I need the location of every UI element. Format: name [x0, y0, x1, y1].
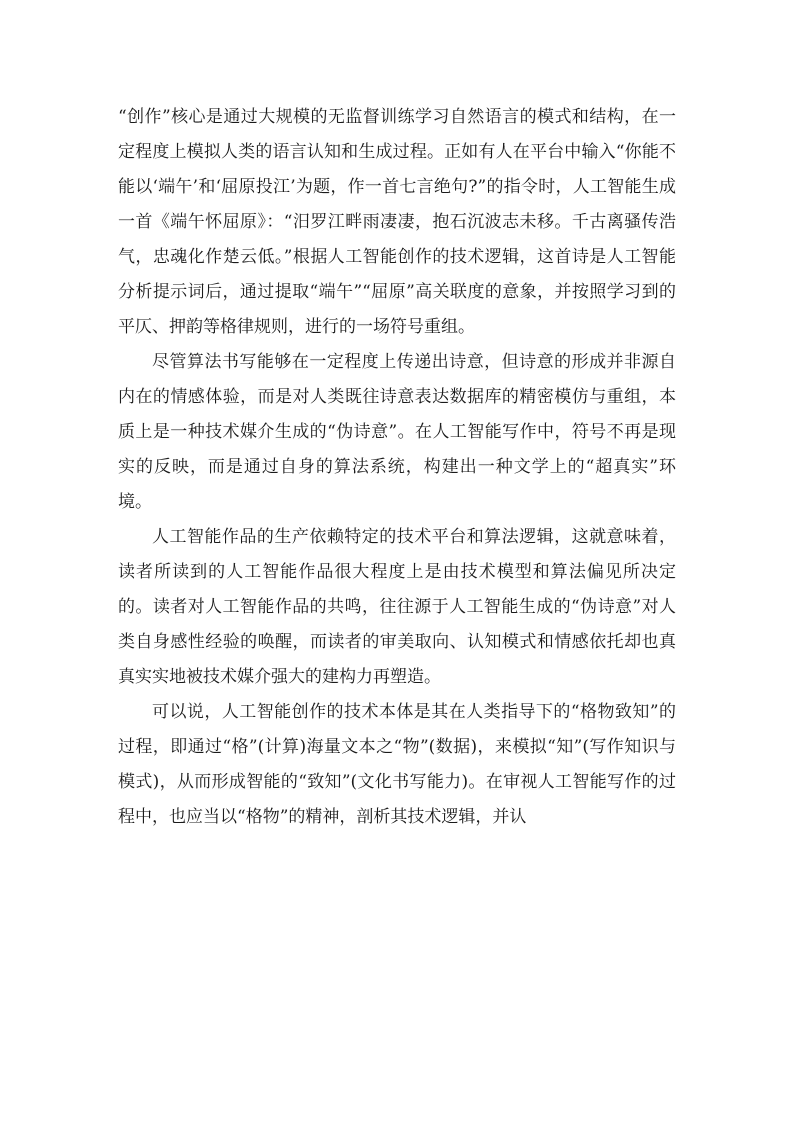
- body-text: [118, 100, 676, 835]
- paragraph-3: 人工智能作品的生产依赖特定的技术平台和算法逻辑，这就意味着，读者所读到的人工智能作品很大程度上是由技术模型和算法偏见所决定的。读者对人工智能作品的共鸣，往往源于人工智能生成的“伪诗意”对人类自身感性经验的唤醒，而读者的审美取向、认知模式和情感依托却也真真实实地被技术媒介强大的建构力再塑造。: [118, 527, 676, 687]
- paragraph-1: “创作”核心是通过大规模的无监督训练学习自然语言的模式和结构，在一定程度上模拟人类的语言认知和生成过程。正如有人在平台中输入“你能不能以‘端午’和‘屈原投江’为题，作一首七言绝句?”的指令时，人工智能生成一首《端午怀屈原》：“汨罗江畔雨凄凄，抱石沉波志未移。千古离骚传浩气，忠魂化作楚云低。”根据人工智能创作的技术逻辑，这首诗是人工智能分析提示词后，通过提取“端午”“屈原”高关联度的意象，并按照学习到的平仄、押韵等格律规则，进行的一场符号重组。: [118, 107, 676, 337]
- paragraph-4: 可以说，人工智能创作的技术本体是其在人类指导下的“格物致知”的过程，即通过“格”(计算)海量文本之“物”(数据)，来模拟“知”(写作知识与模式)，从而形成智能的“致知”(文化书写能力)。在审视人工智能写作的过程中，也应当以“格物”的精神，剖析其技术逻辑，并认: [118, 702, 676, 827]
- paragraph-2: 尽管算法书写能够在一定程度上传递出诗意，但诗意的形成并非源自内在的情感体验，而是对人类既往诗意表达数据库的精密模仿与重组，本质上是一种技术媒介生成的“伪诗意”。在人工智能写作中，符号不再是现实的反映，而是通过自身的算法系统，构建出一种文学上的“超真实”环境。: [118, 352, 676, 512]
